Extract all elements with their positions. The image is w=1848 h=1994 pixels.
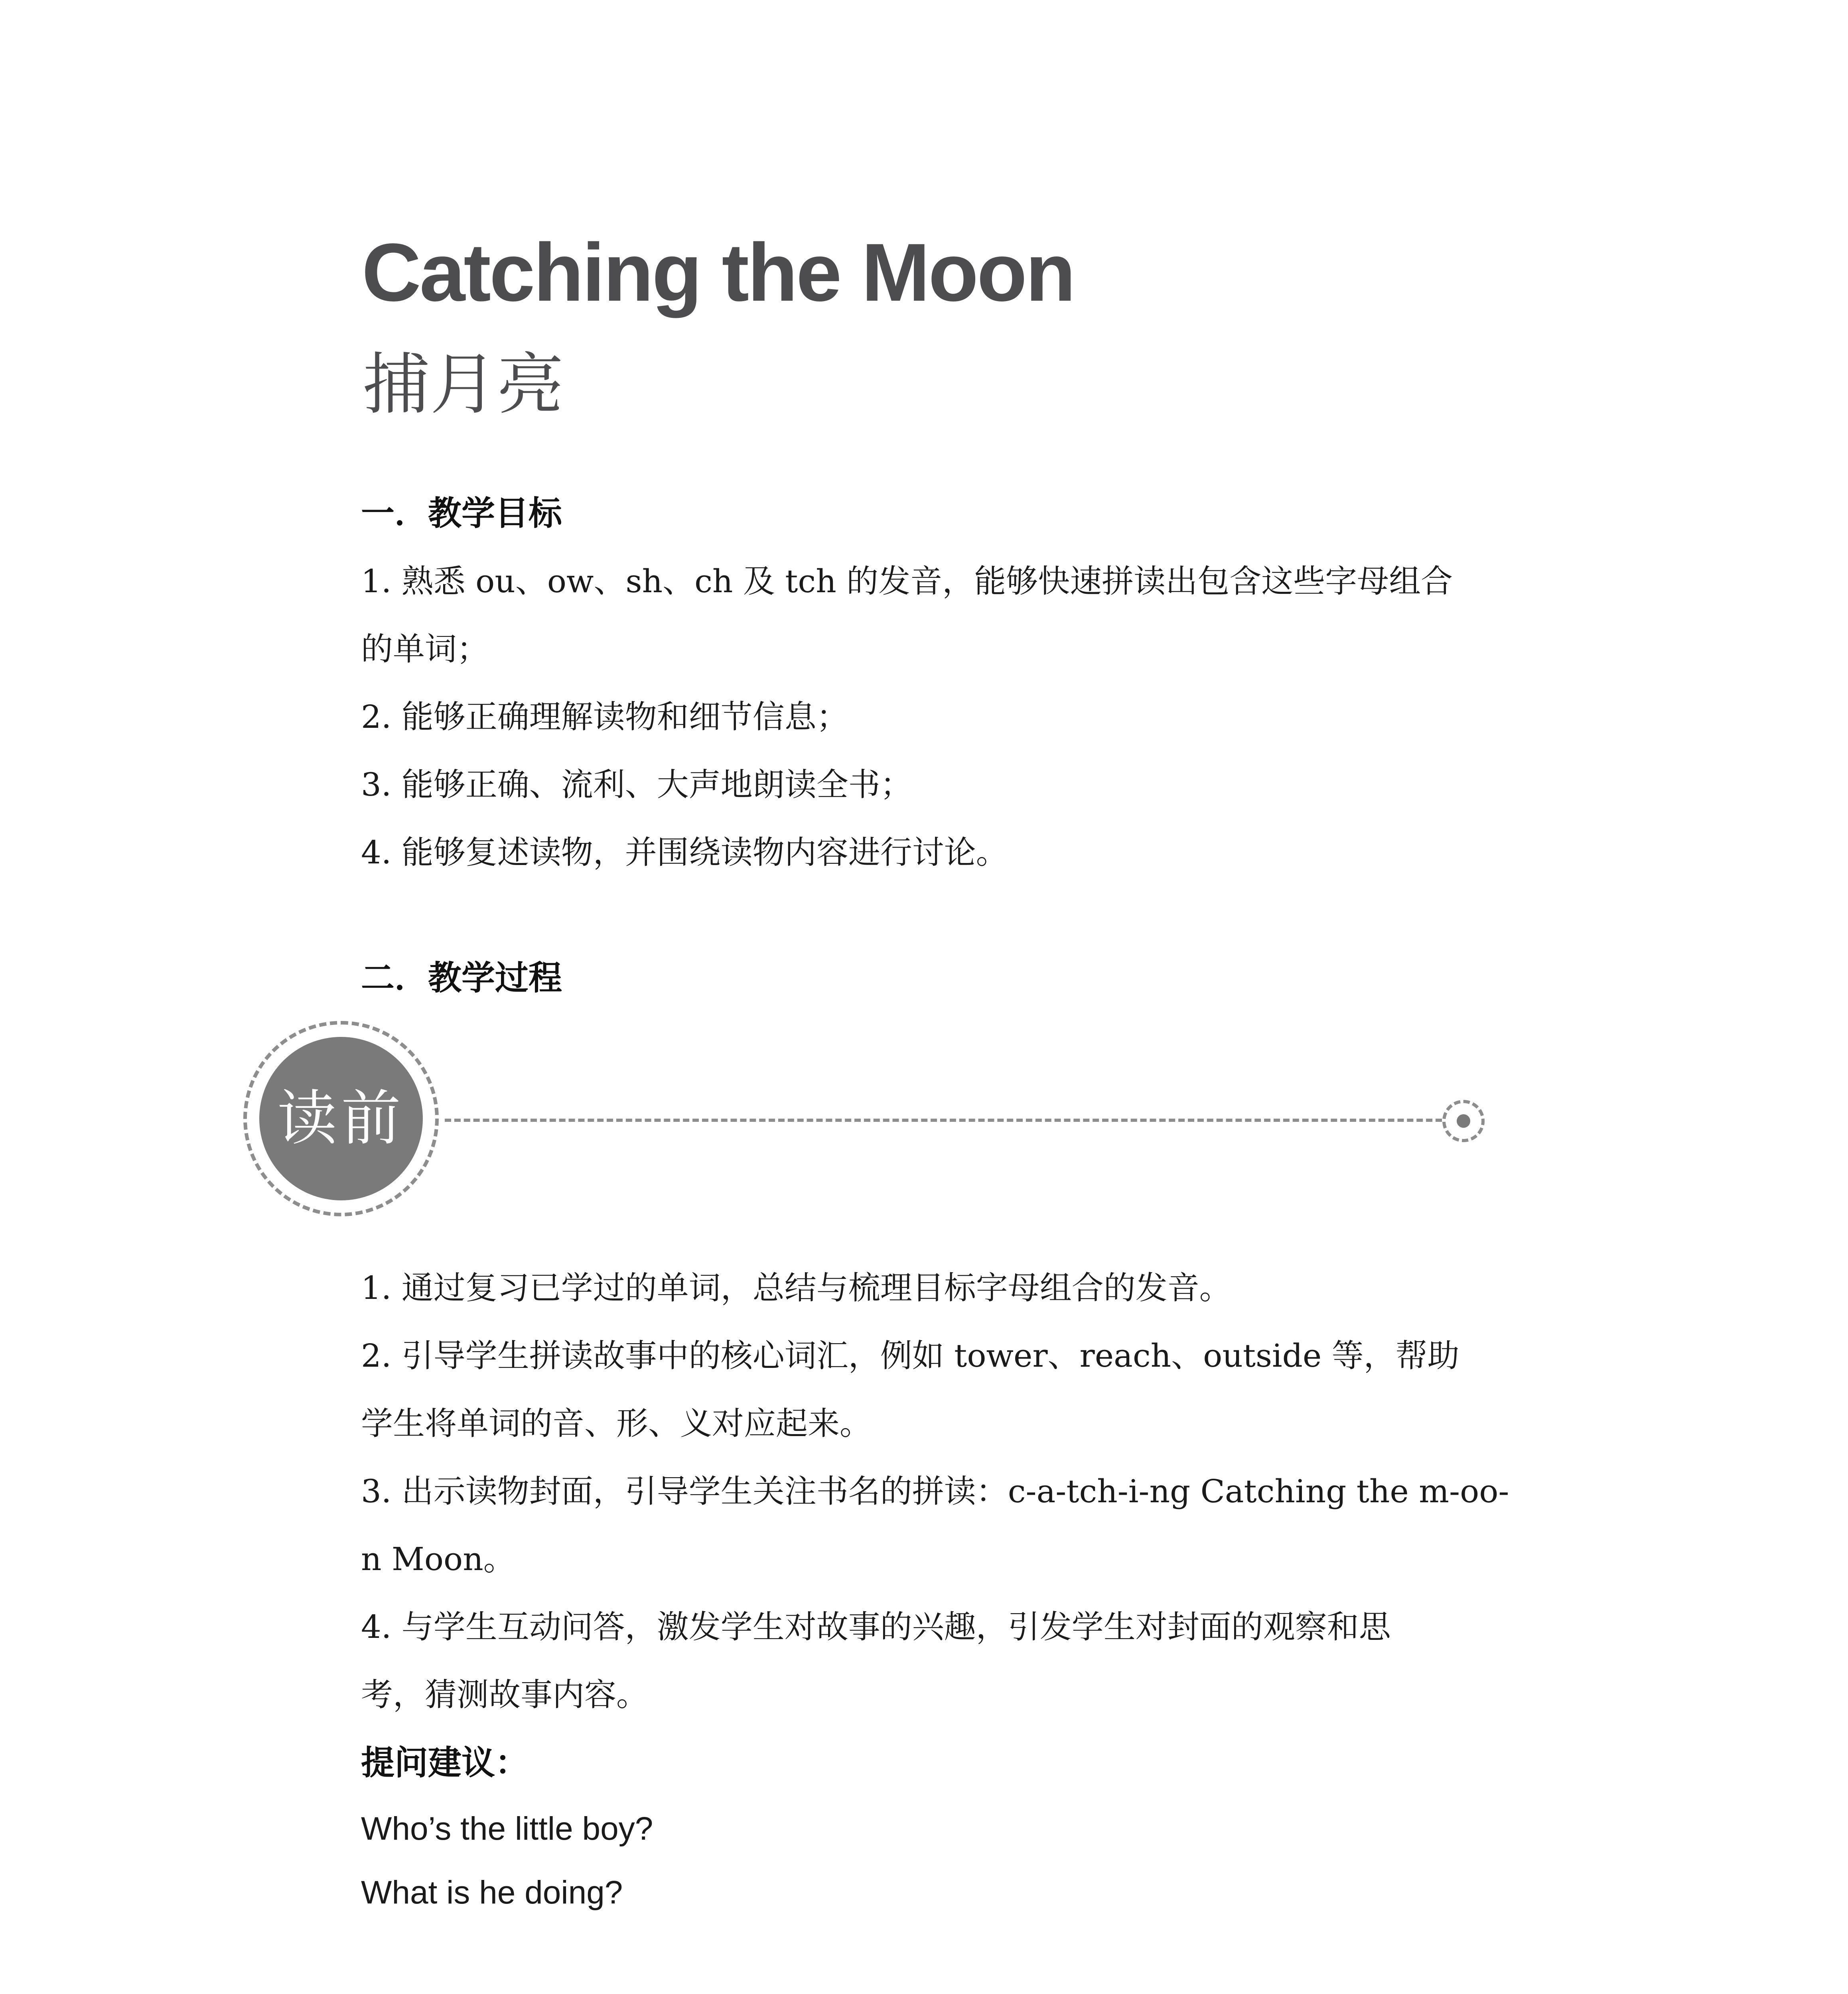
title-chinese: 捕月亮 [363, 345, 564, 424]
process-line-4: 4. 与学生互动问答，激发学生对故事的兴趣，引发学生对封面的观察和思 [361, 1608, 1391, 1645]
process-line-3: 3. 出示读物封面，引导学生关注书名的拼读：c-a-tch-i-ng Catching the m-oo- [361, 1473, 1509, 1510]
objective-line-4: 4. 能够复述读物，并围绕读物内容进行讨论。 [361, 834, 1008, 871]
objective-line-2: 2. 能够正确理解读物和细节信息； [361, 698, 848, 735]
timeline-dashed-line [445, 1119, 1442, 1122]
process-line-2: 2. 引导学生拼读故事中的核心词汇，例如 tower、reach、outside 等，帮助 [361, 1337, 1459, 1374]
process-line-4-cont: 考，猜测故事内容。 [361, 1676, 648, 1713]
objective-line-1: 1. 熟悉 ou、ow、sh、ch 及 tch 的发音，能够快速拼读出包含这些字母组合 [361, 563, 1453, 600]
pre-reading-badge [259, 1037, 423, 1200]
timeline-end-dot [1457, 1114, 1470, 1128]
suggestion-heading: 提问建议： [361, 1743, 529, 1782]
section-heading-objectives: 一．教学目标 [361, 494, 562, 533]
question-1: Who’s the little boy? [361, 1811, 653, 1847]
objective-line-3: 3. 能够正确、流利、大声地朗读全书； [361, 766, 912, 803]
question-2: What is he doing? [361, 1874, 623, 1911]
process-line-1: 1. 通过复习已学过的单词，总结与梳理目标字母组合的发音。 [361, 1269, 1231, 1306]
section-heading-process: 二．教学过程 [361, 958, 562, 997]
process-line-3-cont: n Moon。 [361, 1541, 515, 1578]
title-english: Catching the Moon [362, 227, 1074, 318]
process-line-2-cont: 学生将单词的音、形、义对应起来。 [361, 1405, 872, 1442]
objective-line-1-cont: 的单词； [361, 631, 489, 668]
badge-label: 读前 [277, 1084, 405, 1153]
